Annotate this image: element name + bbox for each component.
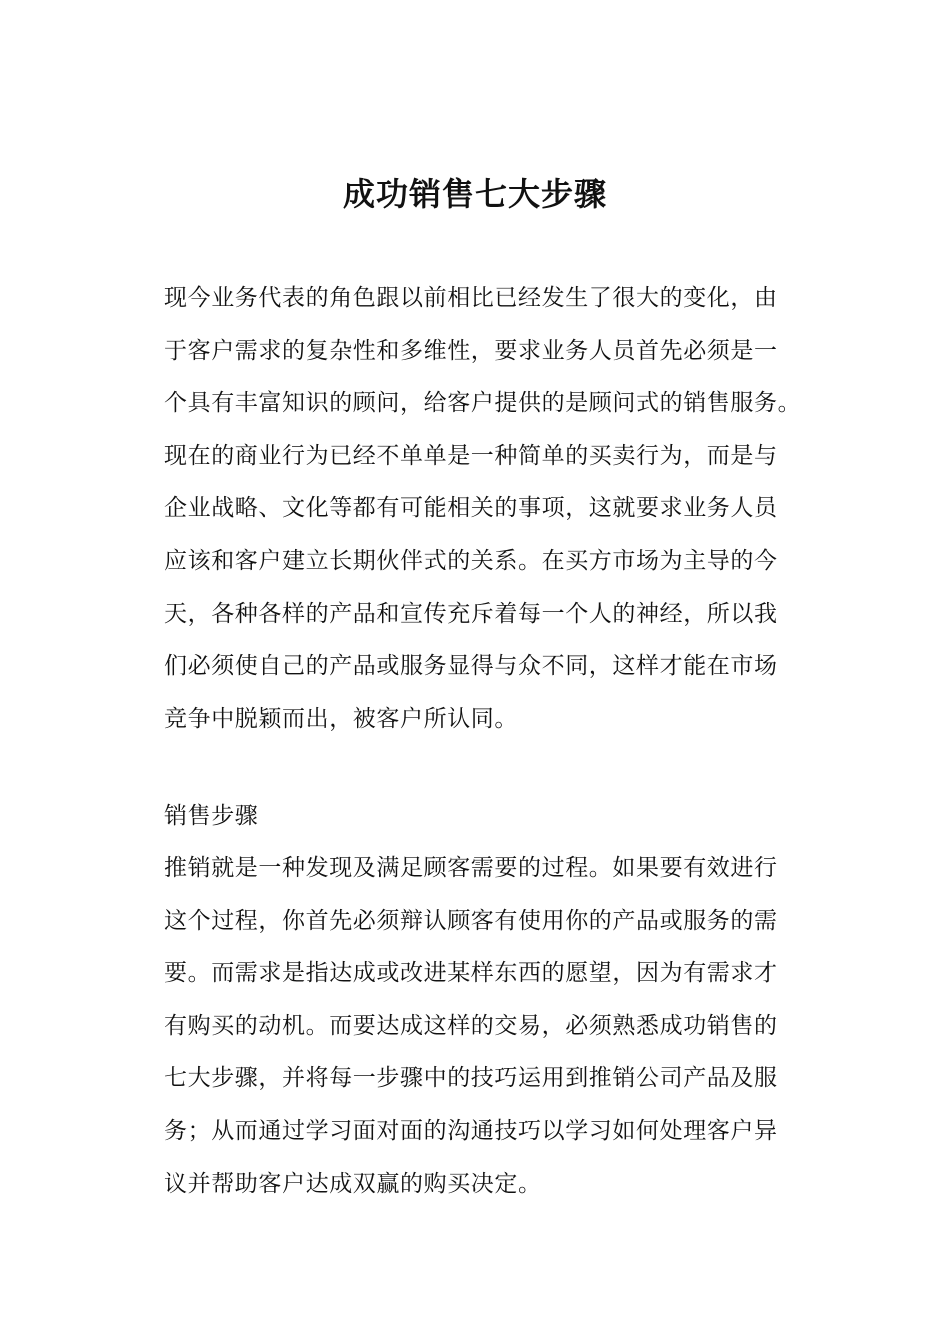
section-heading <box>164 790 804 843</box>
steps-line: 这个过程，你首先必须辩认顾客有使用你的产品或服务的需 <box>164 907 778 934</box>
intro-line: 于客户需求的复杂性和多维性，要求业务人员首先必须是一 <box>164 337 778 364</box>
intro-line: 现在的商业行为已经不单单是一种简单的买卖行为，而是与 <box>164 442 778 469</box>
intro-line: 企业战略、文化等都有可能相关的事项，这就要求业务人员 <box>164 495 778 522</box>
steps-line: 务；从而通过学习面对面的沟通技巧以学习如何处理客户异 <box>164 1117 778 1144</box>
intro-line: 们必须使自己的产品或服务显得与众不同，这样才能在市场 <box>164 653 778 680</box>
intro-line: 竞争中脱颖而出，被客户所认同。 <box>164 705 518 732</box>
intro-paragraph <box>164 272 804 745</box>
steps-line: 推销就是一种发现及满足顾客需要的过程。如果要有效进行 <box>164 855 778 881</box>
steps-paragraph <box>164 842 804 1210</box>
intro-line: 个具有丰富知识的顾问，给客户提供的是顾问式的销售服务。 <box>164 390 802 417</box>
steps-line: 七大步骤，并将每一步骤中的技巧运用到推销公司产品及服 <box>164 1065 778 1092</box>
steps-line: 议并帮助客户达成双赢的购买决定。 <box>164 1170 542 1197</box>
intro-line: 应该和客户建立长期伙伴式的关系。在买方市场为主导的今 <box>164 547 778 574</box>
steps-line: 有购买的动机。而要达成这样的交易，必须熟悉成功销售的 <box>164 1012 778 1039</box>
section-heading-text: 销售步骤 <box>164 803 259 829</box>
intro-line: 现今业务代表的角色跟以前相比已经发生了很大的变化，由 <box>164 285 778 311</box>
steps-line: 要。而需求是指达成或改进某样东西的愿望，因为有需求才 <box>164 960 778 987</box>
intro-line: 天，各种各样的产品和宣传充斥着每一个人的神经，所以我 <box>164 600 778 627</box>
document-title: 成功销售七大步骤 <box>342 175 607 213</box>
